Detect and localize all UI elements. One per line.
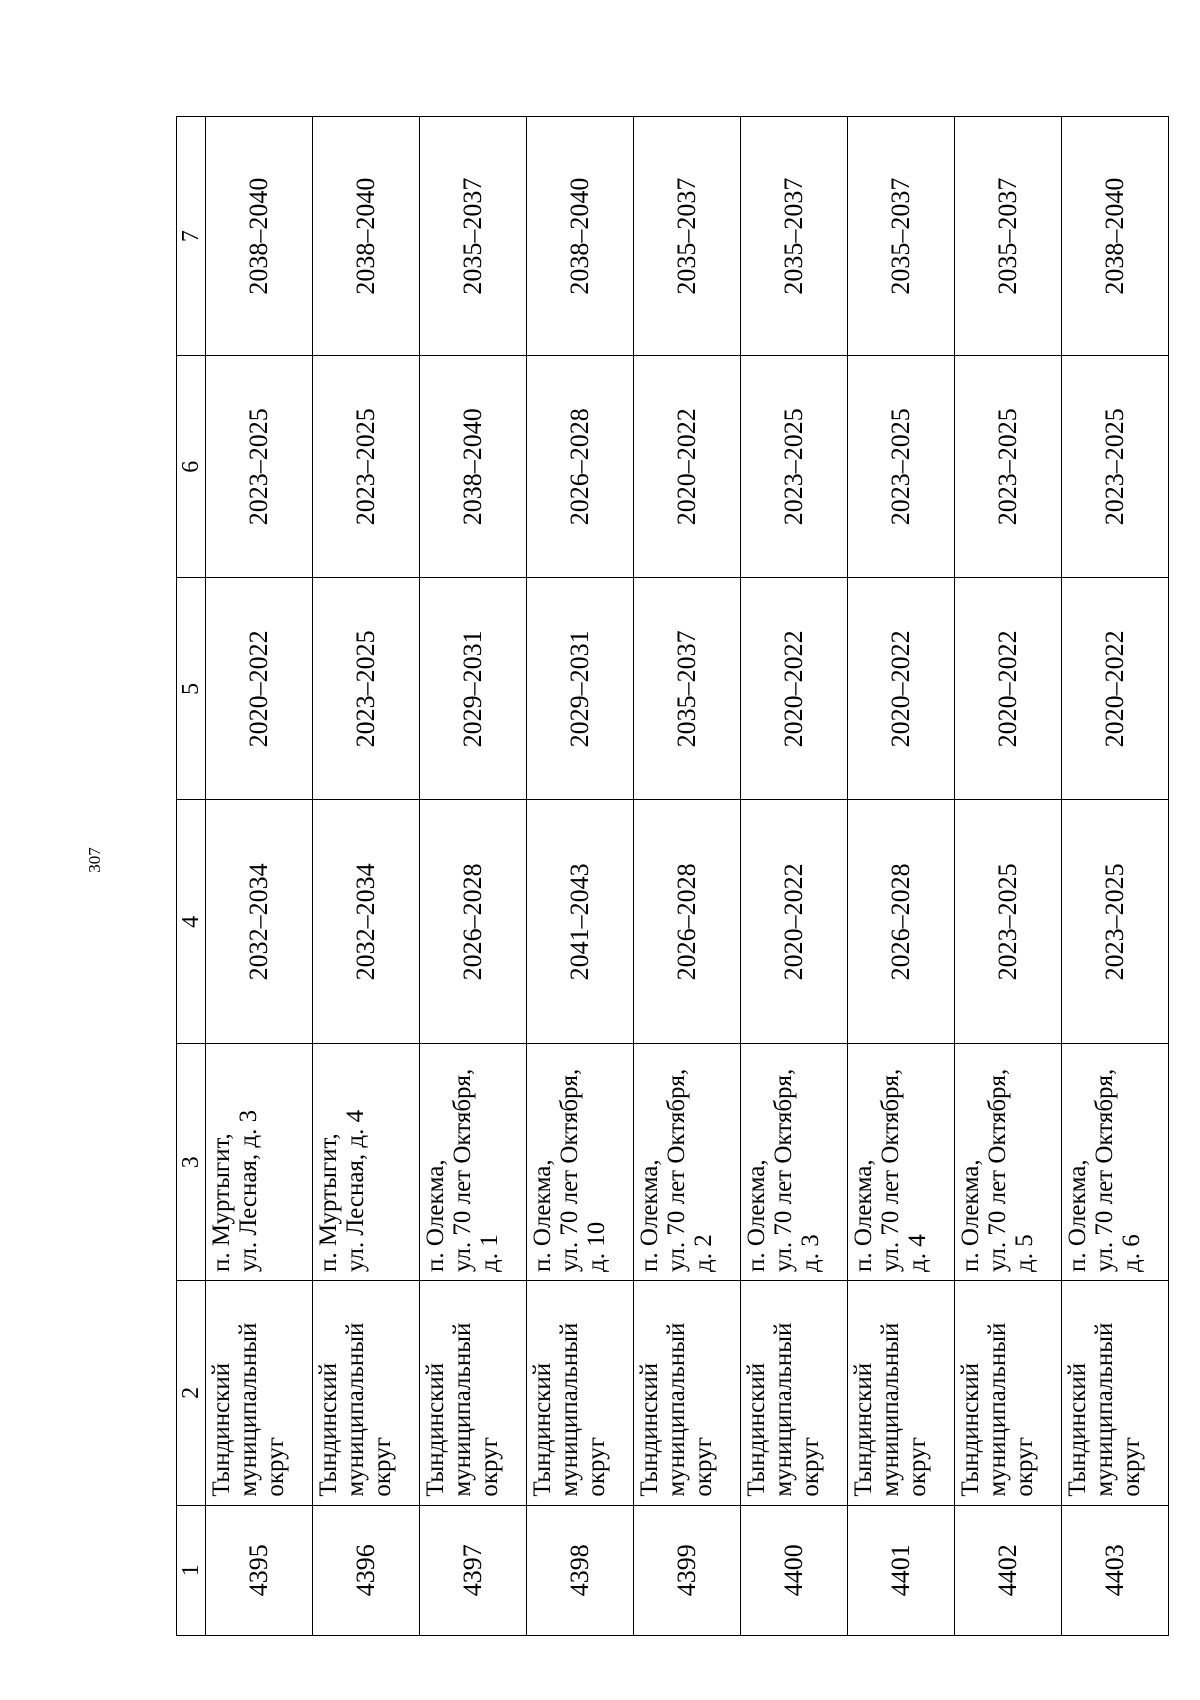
address-cell-line: п. Олекма, (422, 1159, 449, 1273)
period-cell-5: 2020–2022 (741, 578, 848, 800)
period-cell-7: 2038–2040 (1062, 117, 1169, 356)
district-cell (634, 1281, 741, 1506)
district-cell-line: Тындинский (743, 1362, 770, 1497)
row-number: 4403 (1062, 1505, 1169, 1635)
address-cell (634, 1044, 741, 1281)
address-cell-line: ул. 70 лет Октября, д. 4 (877, 1068, 931, 1273)
period-cell-4: 2020–2022 (741, 800, 848, 1044)
column-header: 1 (177, 1505, 206, 1635)
table-row (848, 117, 955, 1636)
period-cell-6: 2023–2025 (848, 356, 955, 578)
column-header: 2 (177, 1281, 206, 1506)
row-number: 4397 (420, 1505, 527, 1635)
period-cell-6: 2020–2022 (634, 356, 741, 578)
address-cell (1062, 1044, 1169, 1281)
district-cell-line: округ (1011, 1437, 1038, 1497)
district-cell-line: округ (797, 1437, 824, 1497)
address-cell-line: п. Муртыгит, (315, 1133, 342, 1273)
period-cell-7: 2035–2037 (634, 117, 741, 356)
period-cell-4: 2026–2028 (848, 800, 955, 1044)
period-cell-4: 2026–2028 (420, 800, 527, 1044)
period-cell-7: 2035–2037 (848, 117, 955, 356)
district-cell-line: муниципальный (770, 1322, 797, 1497)
district-cell-line: муниципальный (342, 1322, 369, 1497)
district-cell-line: муниципальный (877, 1322, 904, 1497)
address-cell (527, 1044, 634, 1281)
district-cell-line: Тындинский (1064, 1362, 1091, 1497)
period-cell-6: 2023–2025 (206, 356, 313, 578)
table-row (206, 117, 313, 1636)
period-cell-5: 2035–2037 (634, 578, 741, 800)
rotated-table-container (176, 116, 1145, 1636)
address-cell-line: п. Олекма, (636, 1159, 663, 1273)
period-cell-7: 2038–2040 (527, 117, 634, 356)
district-cell (206, 1281, 313, 1506)
district-cell-line: муниципальный (663, 1322, 690, 1497)
table-row (634, 117, 741, 1636)
district-cell (848, 1281, 955, 1506)
table-row (420, 117, 527, 1636)
schedule-table (176, 116, 1169, 1636)
table-row (527, 117, 634, 1636)
district-cell-line: округ (1118, 1437, 1145, 1497)
district-cell-line: округ (690, 1437, 717, 1497)
address-cell (313, 1044, 420, 1281)
table-row (1062, 117, 1169, 1636)
row-number: 4400 (741, 1505, 848, 1635)
address-cell-line: п. Олекма, (743, 1159, 770, 1273)
address-cell-line: ул. Лесная, д. 4 (342, 1109, 369, 1273)
district-cell-line: Тындинский (208, 1362, 235, 1497)
district-cell (1062, 1281, 1169, 1506)
address-cell (848, 1044, 955, 1281)
address-cell-line: п. Олекма, (957, 1159, 984, 1273)
period-cell-4: 2026–2028 (634, 800, 741, 1044)
period-cell-7: 2035–2037 (741, 117, 848, 356)
page-number: 307 (85, 847, 104, 873)
table-row (741, 117, 848, 1636)
address-cell-line: ул. 70 лет Октября, д. 6 (1091, 1068, 1145, 1273)
address-cell-line: п. Муртыгит, (208, 1133, 235, 1273)
row-number: 4399 (634, 1505, 741, 1635)
district-cell (420, 1281, 527, 1506)
period-cell-5: 2020–2022 (955, 578, 1062, 800)
district-cell-line: Тындинский (529, 1362, 556, 1497)
address-cell-line: ул. Лесная, д. 3 (235, 1109, 262, 1273)
column-header: 3 (177, 1044, 206, 1281)
table-row (955, 117, 1062, 1636)
address-cell (741, 1044, 848, 1281)
period-cell-5: 2020–2022 (1062, 578, 1169, 800)
district-cell-line: муниципальный (984, 1322, 1011, 1497)
district-cell (955, 1281, 1062, 1506)
period-cell-7: 2035–2037 (420, 117, 527, 356)
row-number: 4396 (313, 1505, 420, 1635)
address-cell-line: ул. 70 лет Октября, д. 5 (984, 1068, 1038, 1273)
district-cell-line: муниципальный (235, 1322, 262, 1497)
district-cell-line: округ (262, 1437, 289, 1497)
address-cell-line: ул. 70 лет Октября, д. 1 (449, 1068, 503, 1273)
district-cell-line: Тындинский (850, 1362, 877, 1497)
address-cell-line: п. Олекма, (1064, 1159, 1091, 1273)
table-row (313, 117, 420, 1636)
column-header: 5 (177, 578, 206, 800)
district-cell-line: Тындинский (957, 1362, 984, 1497)
column-header: 7 (177, 117, 206, 356)
address-cell (955, 1044, 1062, 1281)
period-cell-6: 2023–2025 (1062, 356, 1169, 578)
period-cell-7: 2035–2037 (955, 117, 1062, 356)
address-cell-line: ул. 70 лет Октября, (556, 1068, 583, 1273)
header-row (177, 117, 206, 1636)
address-cell-line: п. Олекма, (529, 1159, 556, 1273)
period-cell-4: 2023–2025 (955, 800, 1062, 1044)
period-cell-6: 2038–2040 (420, 356, 527, 578)
district-cell-line: муниципальный (1091, 1322, 1118, 1497)
district-cell-line: округ (476, 1437, 503, 1497)
period-cell-6: 2023–2025 (955, 356, 1062, 578)
period-cell-4: 2023–2025 (1062, 800, 1169, 1044)
address-cell-line: ул. 70 лет Октября, д. 2 (663, 1068, 717, 1273)
period-cell-5: 2020–2022 (206, 578, 313, 800)
row-number: 4401 (848, 1505, 955, 1635)
period-cell-4: 2041–2043 (527, 800, 634, 1044)
row-number: 4395 (206, 1505, 313, 1635)
period-cell-7: 2038–2040 (313, 117, 420, 356)
address-cell-line: п. Олекма, (850, 1159, 877, 1273)
address-cell (206, 1044, 313, 1281)
row-number: 4402 (955, 1505, 1062, 1635)
period-cell-5: 2020–2022 (848, 578, 955, 800)
address-cell (420, 1044, 527, 1281)
district-cell-line: Тындинский (422, 1362, 449, 1497)
period-cell-4: 2032–2034 (206, 800, 313, 1044)
district-cell (313, 1281, 420, 1506)
column-header: 4 (177, 800, 206, 1044)
district-cell (527, 1281, 634, 1506)
column-header: 6 (177, 356, 206, 578)
period-cell-4: 2032–2034 (313, 800, 420, 1044)
row-number: 4398 (527, 1505, 634, 1635)
period-cell-6: 2023–2025 (741, 356, 848, 578)
address-cell-line: д. 10 (583, 1221, 610, 1273)
address-cell-line: ул. 70 лет Октября, д. 3 (770, 1068, 824, 1273)
period-cell-7: 2038–2040 (206, 117, 313, 356)
period-cell-6: 2026–2028 (527, 356, 634, 578)
period-cell-5: 2023–2025 (313, 578, 420, 800)
period-cell-6: 2023–2025 (313, 356, 420, 578)
district-cell (741, 1281, 848, 1506)
district-cell-line: Тындинский (315, 1362, 342, 1497)
period-cell-5: 2029–2031 (420, 578, 527, 800)
district-cell-line: округ (583, 1437, 610, 1497)
district-cell-line: округ (904, 1437, 931, 1497)
district-cell-line: муниципальный (556, 1322, 583, 1497)
district-cell-line: муниципальный (449, 1322, 476, 1497)
district-cell-line: округ (369, 1437, 396, 1497)
period-cell-5: 2029–2031 (527, 578, 634, 800)
district-cell-line: Тындинский (636, 1362, 663, 1497)
